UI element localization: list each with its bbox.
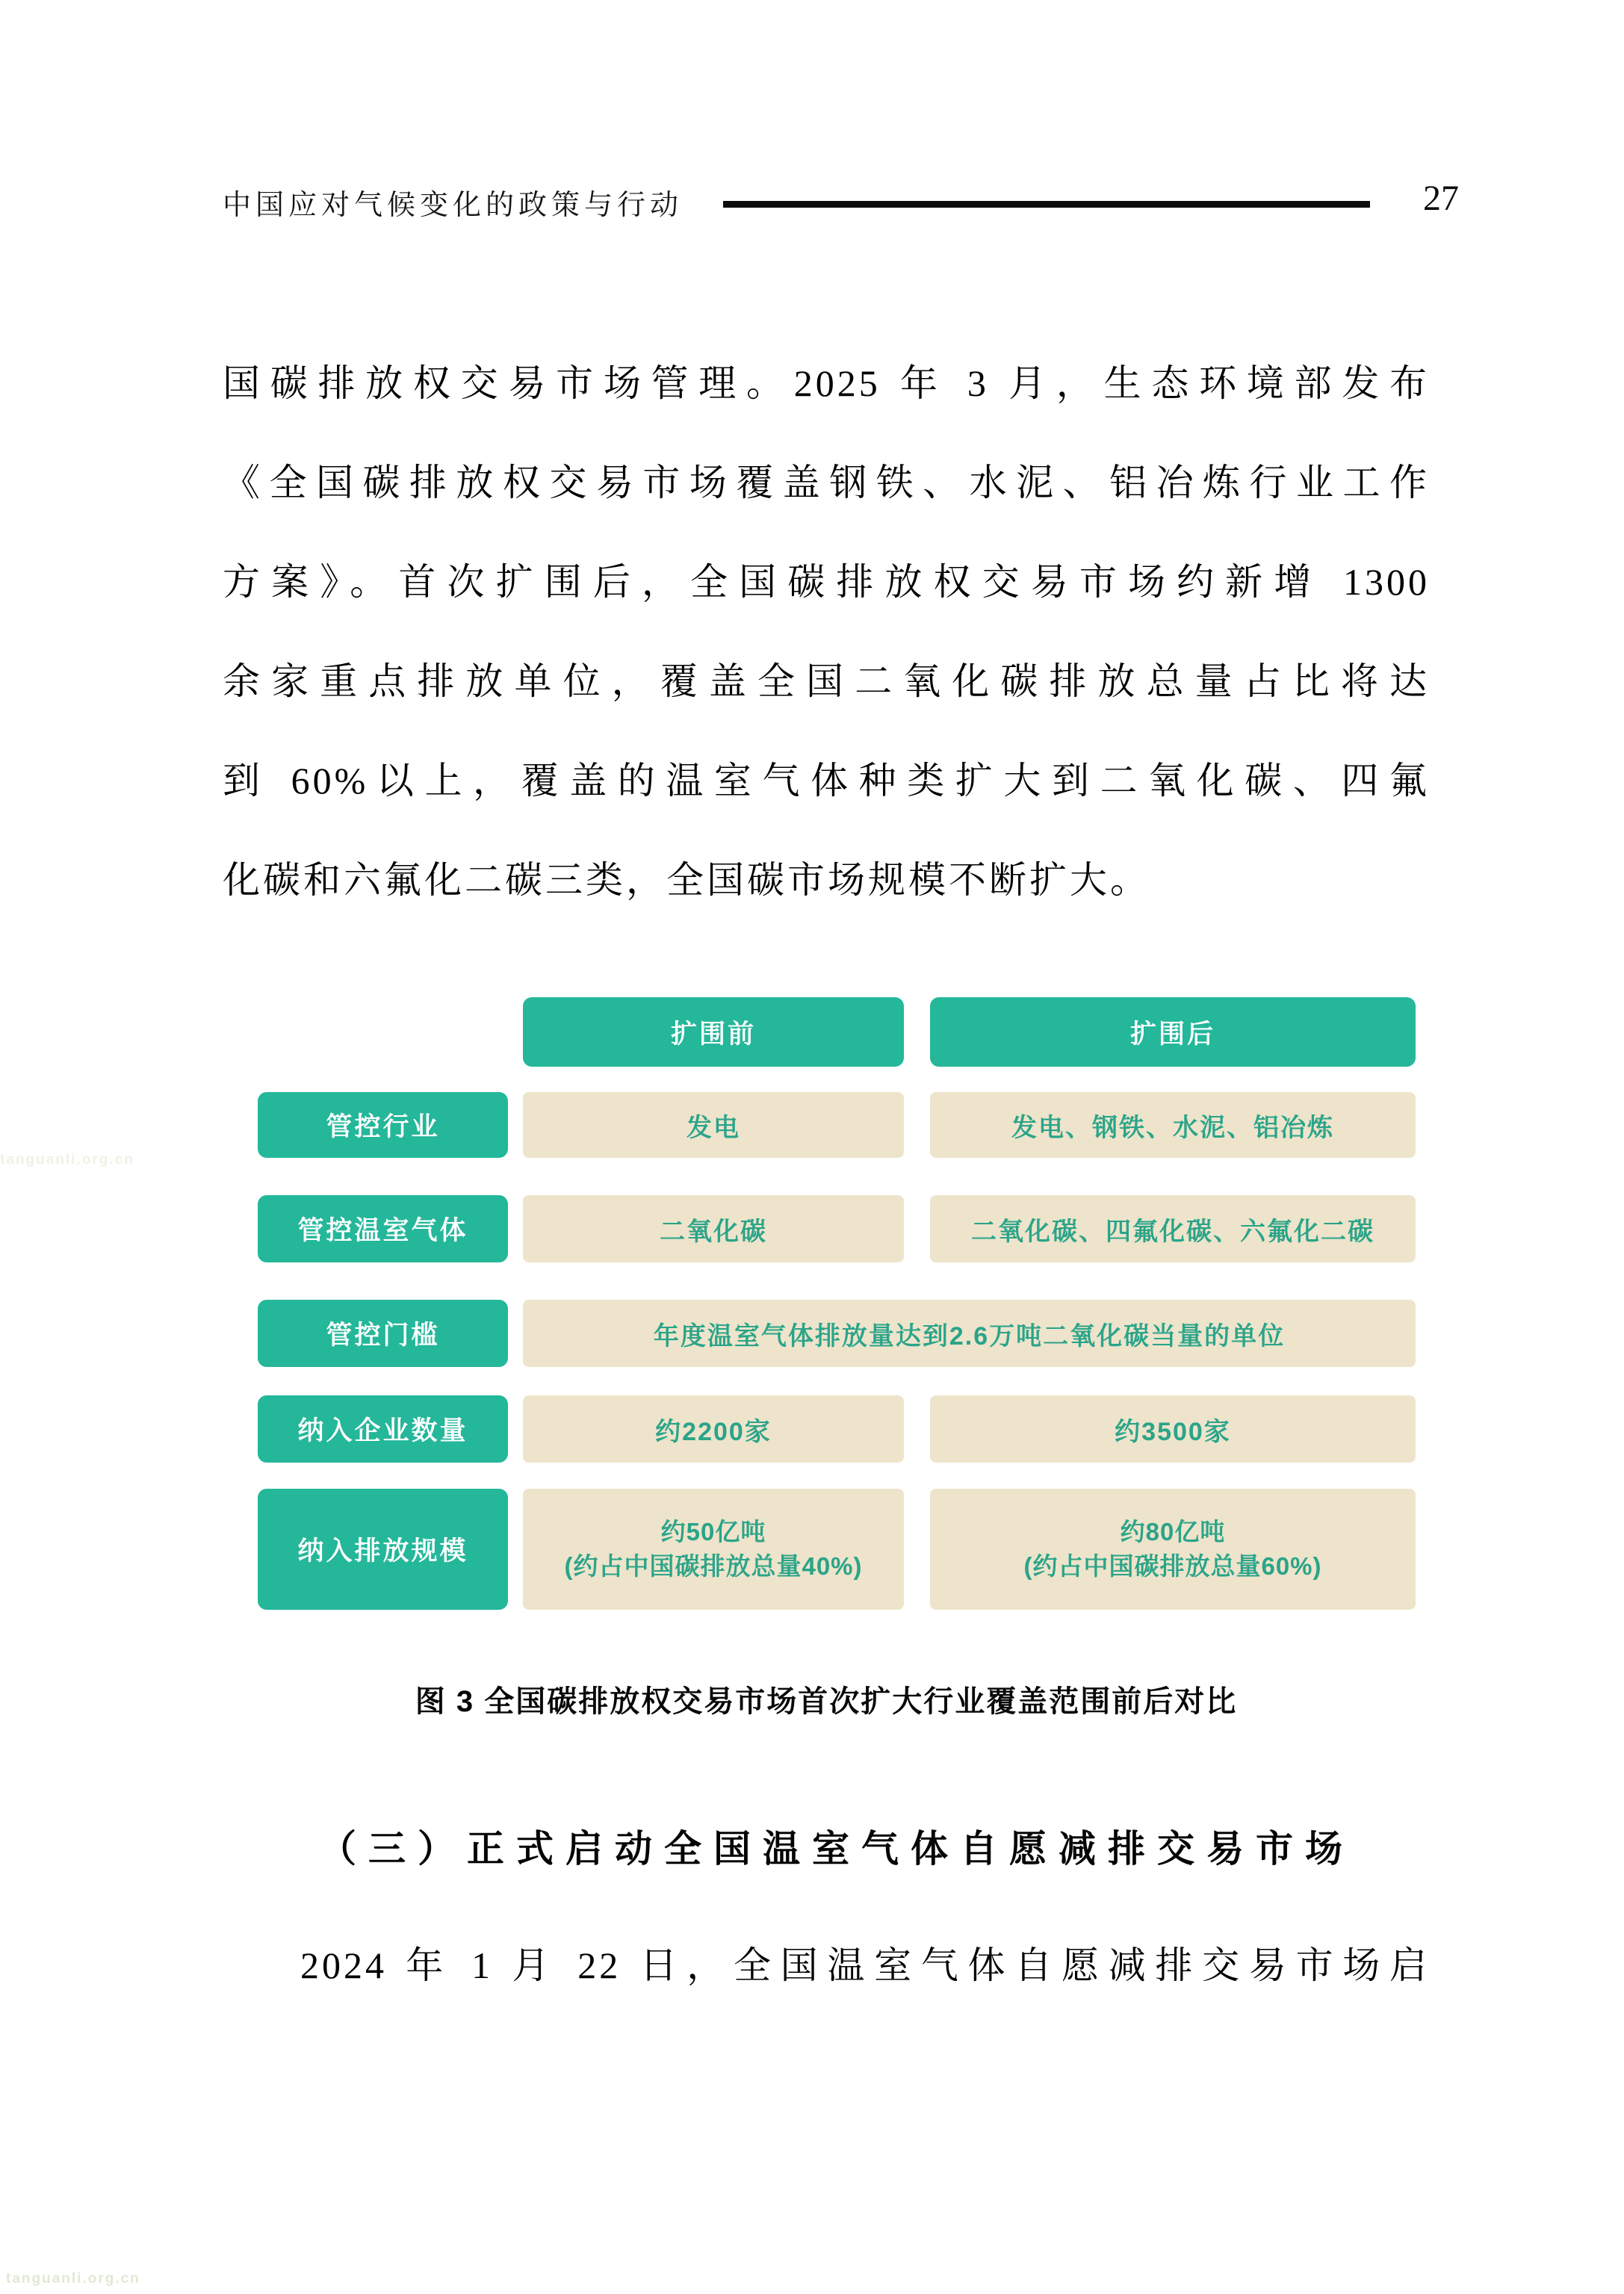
cell-scale-before-line1: 约50亿吨: [660, 1518, 766, 1546]
figure-caption: 图 3 全国碳排放权交易市场首次扩大行业覆盖范围前后对比: [415, 1685, 1238, 1718]
paragraph-line: 《全国碳排放权交易市场覆盖钢铁、水泥、铝冶炼行业工作: [223, 462, 1430, 503]
watermark-side: tanguanli.org.cn: [0, 1152, 134, 1168]
body-paragraph: [223, 334, 1430, 930]
column-header-before: 扩围前: [523, 997, 904, 1067]
header-rule: [723, 201, 1370, 208]
cell-enterprises-before: 约2200家: [523, 1395, 904, 1463]
cell-gases-before: 二氧化碳: [523, 1195, 904, 1262]
paragraph-line: 国碳排放权交易市场管理。2025 年 3 月，生态环境部发布: [223, 362, 1430, 404]
row-label-threshold: 管控门槛: [258, 1300, 508, 1367]
figure-comparison-table: [258, 997, 1416, 1611]
section-heading: （三）正式启动全国温室气体自愿减排交易市场: [319, 1828, 1354, 1870]
column-header-after: 扩围后: [930, 997, 1416, 1067]
paragraph-line: 余家重点排放单位，覆盖全国二氧化碳排放总量占比将达: [223, 660, 1430, 702]
watermark-bottom: tanguanli.org.cn: [6, 2271, 140, 2287]
cell-industry-before: 发电: [523, 1092, 904, 1158]
row-label-industry: 管控行业: [258, 1092, 508, 1158]
running-header-title: 中国应对气候变化的政策与行动: [223, 190, 684, 221]
row-label-enterprises: 纳入企业数量: [258, 1395, 508, 1463]
cell-gases-after: 二氧化碳、四氟化碳、六氟化二碳: [930, 1195, 1416, 1262]
cell-scale-after-line2: (约占中国碳排放总量60%): [1023, 1552, 1322, 1580]
cell-scale-before: [523, 1489, 904, 1610]
paragraph-line: 2024 年 1 月 22 日，全国温室气体自愿减排交易市场启: [300, 1944, 1430, 1986]
cell-scale-after: [930, 1489, 1416, 1610]
paragraph-line: 化碳和六氟化二碳三类，全国碳市场规模不断扩大。: [223, 859, 1150, 901]
cell-scale-before-line2: (约占中国碳排放总量40%): [564, 1552, 863, 1580]
cell-industry-after: 发电、钢铁、水泥、铝冶炼: [930, 1092, 1416, 1158]
cell-scale-after-line1: 约80亿吨: [1120, 1518, 1226, 1546]
row-label-gases: 管控温室气体: [258, 1195, 508, 1262]
cell-enterprises-after: 约3500家: [930, 1395, 1416, 1463]
paragraph-line: 到 60%以上，覆盖的温室气体种类扩大到二氧化碳、四氟: [223, 760, 1430, 802]
row-label-scale: 纳入排放规模: [258, 1489, 508, 1610]
page-number: 27: [1423, 179, 1459, 218]
cell-threshold-merged: 年度温室气体排放量达到2.6万吨二氧化碳当量的单位: [523, 1300, 1416, 1367]
paragraph-line: 方案》。首次扩围后，全国碳排放权交易市场约新增 1300: [223, 561, 1430, 603]
